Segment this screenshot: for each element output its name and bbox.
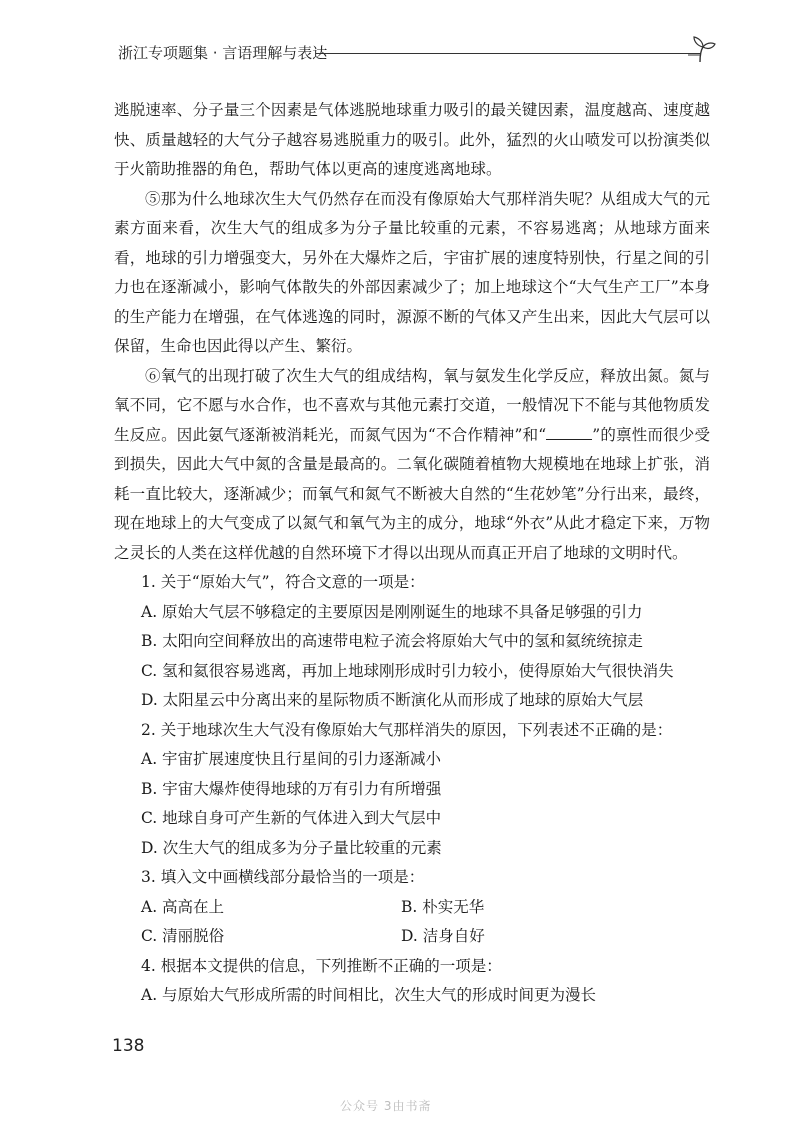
question-option: A. 宇宙扩展速度快且行星间的引力逐渐减小 bbox=[141, 750, 442, 768]
question-option: A. 与原始大气形成所需的时间相比，次生大气的形成时间更为漫长 bbox=[141, 986, 597, 1004]
paragraph-6 bbox=[114, 362, 710, 569]
paragraph-5: ⑤那为什么地球次生大气仍然存在而没有像原始大气那样消失呢？从组成大气的元素方面来看，次生大气的组成多为分子量比较重的元素，不容易逃离；从地球方面来看，地球的引力增强变大，另外在大爆炸之后，宇宙扩展的速度特别快，行星之间的引力也在逐渐减小，影响气体散失的外部因素减少了；加上地球这个“大气生产工厂”本身的生产能力在增强，在气体逃逸的同时，源源不断的气体又产生出来，因此大气层可以保留，生命也因此得以产生、繁衍。 bbox=[114, 189, 710, 355]
running-header bbox=[118, 34, 718, 64]
question-stem: 4. 根据本文提供的信息，下列推断不正确的一项是： bbox=[141, 956, 502, 975]
question-option: B. 朴实无华 bbox=[401, 897, 485, 916]
option-row bbox=[114, 893, 710, 923]
question-option: D. 次生大气的组成多为分子量比较重的元素 bbox=[141, 838, 442, 857]
question-stem: 2. 关于地球次生大气没有像原始大气那样消失的原因，下列表述不正确的是： bbox=[141, 720, 673, 739]
question-option: B. 宇宙大爆炸使得地球的万有引力有所增强 bbox=[141, 779, 442, 798]
paragraph-6-part1: ⑥氧气的出现打破了次生大气的组成结构，氧与氨发生化学反应，释放出氮。氮与氧不同，它不愿与水合作，也不喜欢与其他元素打交道，一般情况下不能与其他物质发生反应。因此氨气逐渐被消耗光，而氮气因为“不合作精神”和“ bbox=[114, 366, 710, 444]
question-option: C. 氢和氦很容易逃离，再加上地球刚形成时引力较小，使得原始大气很快消失 bbox=[141, 661, 674, 680]
paragraph-continuation: 逃脱速率、分子量三个因素是气体逃脱地球重力吸引的最关键因素，温度越高、速度越快、质量越轻的大气分子越容易逃脱重力的吸引。此外，猛烈的火山喷发可以扮演类似于火箭助推器的角色，帮助气体以更高的速度逃离地球。 bbox=[114, 101, 710, 178]
article-body bbox=[114, 96, 710, 1011]
question-option: D. 洁身自好 bbox=[401, 927, 485, 945]
question-stem: 1. 关于“原始大气”，符合文意的一项是： bbox=[141, 573, 425, 591]
fill-blank-line bbox=[546, 425, 592, 440]
header-rule bbox=[316, 53, 700, 54]
paragraph-6-part2: ”的禀性而很少受到损失，因此大气中氮的含量是最高的。二氧化碳随着植物大规模地在地球上扩张，消耗一直比较大，逐渐减少；而氧气和氮气不断被大自然的“生花妙笔”分行出来，最终，现在地球上的大气变成了以氮气和氧气为主的成分，地球“外衣”从此才稳定下来，万物之灵长的人类在这样优越的自然环境下才得以出现从而真正开启了地球的文明时代。 bbox=[114, 425, 710, 562]
watermark-text: 公众号 3由书斋 bbox=[340, 1099, 432, 1113]
option-row bbox=[114, 922, 710, 952]
question-option: C. 地球自身可产生新的气体进入到大气层中 bbox=[141, 809, 442, 827]
page-number: 138 bbox=[112, 1036, 145, 1056]
question-option: A. 高高在上 bbox=[141, 897, 225, 916]
question-option: A. 原始大气层不够稳定的主要原因是刚刚诞生的地球不具备足够强的引力 bbox=[141, 602, 643, 621]
question-option: D. 太阳星云中分离出来的星际物质不断演化从而形成了地球的原始大气层 bbox=[141, 691, 644, 709]
sprout-icon bbox=[688, 34, 718, 64]
question-option: B. 太阳向空间释放出的高速带电粒子流会将原始大气中的氢和氦统统掠走 bbox=[141, 632, 643, 650]
header-title: 浙江专项题集 · 言语理解与表达 bbox=[118, 44, 328, 62]
question-option: C. 清丽脱俗 bbox=[141, 927, 225, 945]
question-stem: 3. 填入文中画横线部分最恰当的一项是： bbox=[141, 868, 425, 886]
